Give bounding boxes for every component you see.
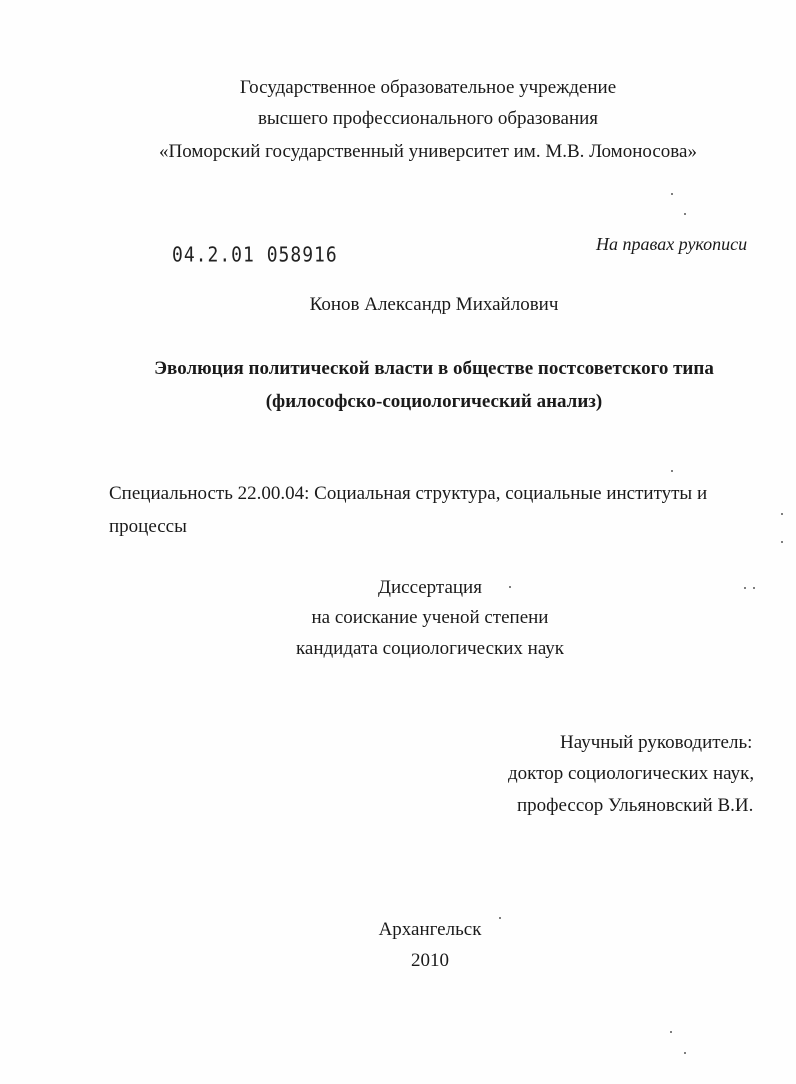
- scan-speck: [781, 541, 783, 543]
- scan-speck: [671, 193, 673, 195]
- institution-line-1: Государственное образовательное учреждение: [239, 77, 617, 98]
- dissertation-title-line-1: Эволюция политической власти в обществе постсоветского типа: [154, 358, 714, 379]
- scan-speck: [670, 1031, 672, 1033]
- dissertation-title-line-2: (философско-социологический анализ): [265, 391, 603, 412]
- scan-speck: [684, 1052, 686, 1054]
- accession-number-stamp: 04.2.01 058916: [172, 243, 338, 268]
- specialty-line-2: процессы: [109, 516, 187, 537]
- year: 2010: [411, 950, 449, 971]
- scan-speck: [753, 587, 755, 589]
- institution-line-2: высшего профессионального образования: [257, 108, 599, 129]
- scan-speck: [781, 513, 783, 515]
- supervisor-heading: Научный руководитель:: [560, 732, 753, 753]
- scan-speck: [499, 917, 501, 919]
- work-type-line-3: кандидата социологических наук: [295, 638, 565, 659]
- supervisor-degree: доктор социологических наук,: [508, 763, 755, 784]
- scan-speck: [671, 470, 673, 472]
- work-type-line-1: Диссертация: [378, 577, 482, 598]
- scan-speck: [744, 587, 746, 589]
- manuscript-rights-note: На правах рукописи: [596, 234, 748, 254]
- institution-line-3: «Поморский государственный университет им. М.В. Ломоносова»: [159, 141, 697, 162]
- scan-speck: [509, 586, 511, 588]
- supervisor-name: профессор Ульяновский В.И.: [517, 795, 754, 816]
- city: Архангельск: [378, 919, 482, 940]
- specialty-line-1: Специальность 22.00.04: Социальная структура, социальные институты и: [109, 483, 708, 504]
- work-type-line-2: на соискание ученой степени: [311, 607, 549, 628]
- scan-speck: [684, 213, 686, 215]
- author-name: Конов Александр Михайлович: [309, 294, 559, 315]
